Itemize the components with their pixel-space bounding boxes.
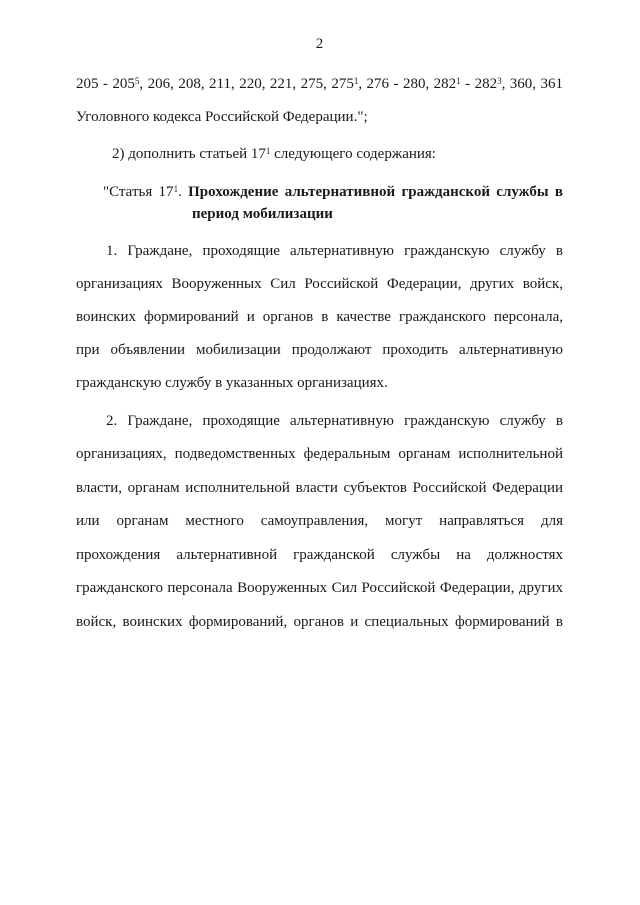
text-line: [76, 545, 563, 565]
text-line: [76, 612, 563, 632]
text-segment: 2) дополнить статьей 17: [112, 146, 266, 162]
text-line: [76, 107, 563, 127]
text-segment: при объявлении мобилизации продолжают проходить альтернативную: [76, 342, 563, 358]
text-segment: власти, органам исполнительной власти субъектов Российской Федерации: [76, 480, 563, 496]
text-segment: войск, воинских формирований, органов и специальных формирований в: [76, 614, 563, 630]
text-line: [76, 373, 563, 393]
text-line: [76, 241, 563, 261]
text-line: [76, 74, 563, 94]
text-line: [76, 182, 563, 202]
text-segment: 1. Граждане, проходящие альтернативную гражданскую службу в: [106, 243, 563, 259]
superscript: 1: [173, 183, 179, 194]
text-segment: 205 - 205: [76, 76, 135, 92]
text-line: [76, 511, 563, 531]
text-segment: - 282: [460, 76, 498, 92]
text-line: [76, 204, 563, 224]
page-number: 2: [315, 36, 324, 52]
text-segment: гражданскую службу в указанных организациях.: [76, 375, 388, 391]
superscript: 5: [134, 75, 140, 86]
text-line: [76, 411, 563, 431]
text-line: [76, 274, 563, 294]
text-line: [76, 340, 563, 360]
text-segment: , 276 - 280, 282: [358, 76, 457, 92]
text-line: [76, 478, 563, 498]
bold-text-segment: период мобилизации: [192, 206, 333, 222]
text-line: [76, 144, 563, 164]
text-segment: прохождения альтернативной гражданской службы на должностях: [76, 547, 563, 563]
text-line: [76, 307, 563, 327]
text-segment: гражданского персонала Вооруженных Сил Российской Федерации, других: [76, 580, 563, 596]
superscript: 1: [456, 75, 461, 86]
bold-text-segment: Прохождение альтернативной гражданской службы в: [188, 184, 563, 200]
text-segment: следующего содержания:: [270, 146, 436, 162]
text-segment: .: [178, 184, 189, 200]
text-segment: Уголовного кодекса Российской Федерации.";: [76, 109, 368, 125]
text-segment: организациях Вооруженных Сил Российской Федерации, других войск,: [76, 276, 563, 292]
text-line: [76, 444, 563, 464]
text-segment: 2. Граждане, проходящие альтернативную гражданскую службу в: [106, 413, 563, 429]
text-line: [76, 578, 563, 598]
document-body: [76, 0, 563, 905]
superscript: 1: [265, 145, 271, 156]
text-segment: , 206, 208, 211, 220, 221, 275, 275: [139, 76, 354, 92]
text-segment: или органам местного самоуправления, могут направляться для: [76, 513, 563, 529]
text-segment: воинских формирований и органов в качестве гражданского персонала,: [76, 309, 563, 325]
superscript: 1: [353, 75, 359, 86]
superscript: 3: [497, 75, 502, 86]
text-segment: , 360, 361: [501, 76, 564, 92]
text-segment: "Статья 17: [103, 184, 174, 200]
text-segment: организациях, подведомственных федеральным органам исполнительной: [76, 446, 563, 462]
